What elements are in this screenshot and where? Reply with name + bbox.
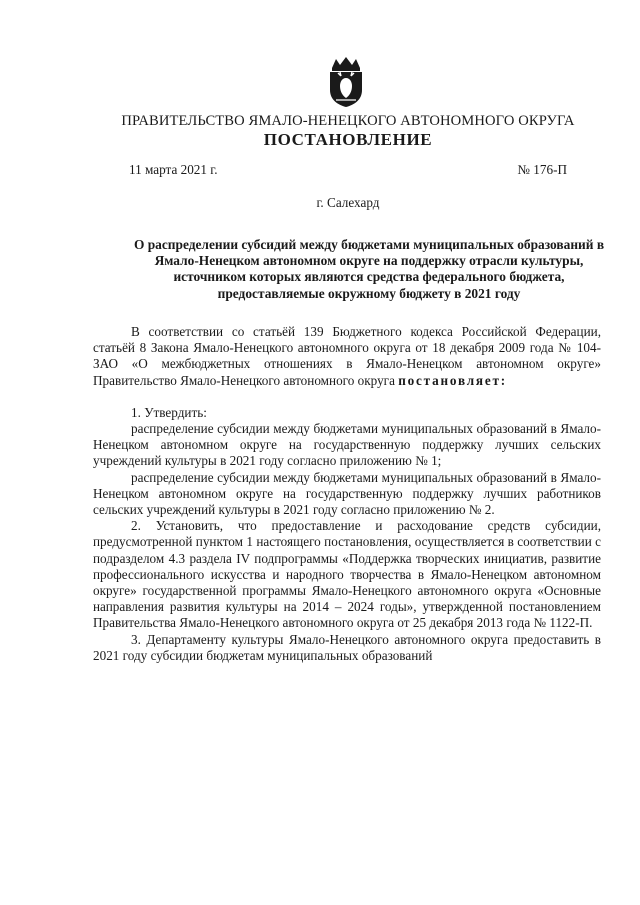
government-name: ПРАВИТЕЛЬСТВО ЯМАЛО-НЕНЕЦКОГО АВТОНОМНОГО ОКРУГА bbox=[121, 113, 575, 129]
decree-word: постановляет: bbox=[398, 372, 507, 388]
paragraph-1-item-2: распределение субсидии между бюджетами муниципальных образований в Ямало-Ненецком автономном округе на государственную поддержку лучших работников сельских учреждений культуры в 2021 году согласно приложению № 2. bbox=[93, 469, 601, 518]
paragraph-2: 2. Установить, что предоставление и расходование средств субсидии, предусмотренной пунктом 1 настоящего постановления, осуществляется в соответствии с подразделом 4.3 раздела IV подпрограммы «Поддержка творческих инициатив, развитие профессионального искусства и народного творчества в Ямало-Ненецком автономном округе» государственной программы Ямало-Ненецкого автономного округа «Основные направления развития культуры на 2014 – 2024 годы», утвержденной постановлением Правительства Ямало-Ненецкого автономного округа от 25 декабря 2013 года № 1122-П. bbox=[93, 518, 601, 631]
paragraph-1: 1. Утвердить: bbox=[131, 404, 207, 420]
document-number: № 176-П bbox=[517, 162, 567, 177]
document-body bbox=[93, 324, 601, 664]
paragraph-1-item-1: распределение субсидии между бюджетами муниципальных образований в Ямало-Ненецком автономном округе на государственную поддержку лучших сельских учреждений культуры в 2021 году согласно приложению № 1; bbox=[93, 421, 601, 469]
coat-of-arms-emblem bbox=[324, 56, 368, 108]
document-title: О распределении субсидий между бюджетами муниципальных образований в Ямало-Ненецком автономном округе на поддержку отрасли культуры, источником которых являются средства федерального бюджета, предоставляемые окружному бюджету в 2021 году bbox=[133, 237, 605, 301]
preamble-paragraph bbox=[93, 324, 601, 389]
preamble-text: В соответствии со статьёй 139 Бюджетного кодекса Российской Федерации, статьёй 8 Закона Ямало-Ненецкого автономного округа от 18 декабря 2009 года № 104-ЗАО «О межбюджетных отношениях в Ямало-Ненецком автономном округе» Правительство Ямало-Ненецкого автономного округа bbox=[93, 324, 601, 388]
paragraph-3: 3. Департаменту культуры Ямало-Ненецкого автономного округа предоставить в 2021 году субсидии бюджетам муниципальных образований bbox=[93, 631, 601, 663]
document-city: г. Салехард bbox=[316, 195, 380, 210]
document-date: 11 марта 2021 г. bbox=[129, 162, 218, 177]
document-type: ПОСТАНОВЛЕНИЕ bbox=[263, 130, 433, 149]
